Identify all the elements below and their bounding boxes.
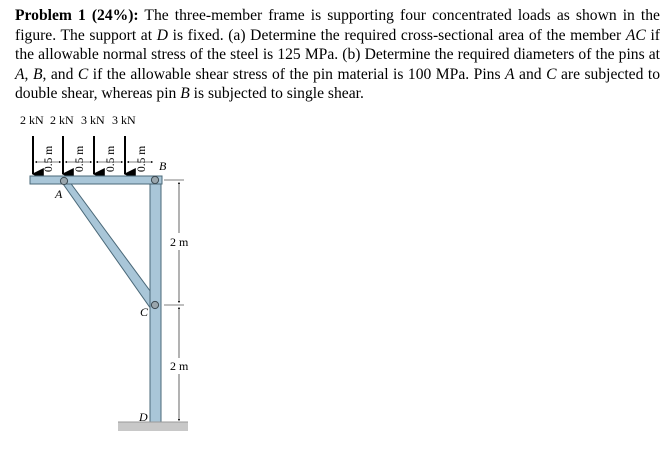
spacing-label-3: 0.5 m xyxy=(105,145,117,172)
point-label-d: D xyxy=(139,410,148,424)
variable-symbol: A xyxy=(505,65,515,83)
load-label-1: 2 kN xyxy=(20,113,44,127)
spacing-label-1: 0.5 m xyxy=(43,145,55,172)
point-label-a: A xyxy=(55,187,63,201)
text-segment: is fixed. (a) Determine the required cross-sectional area of the member xyxy=(167,26,626,44)
text-segment: if the allowable shear stress of the pin material is 100 MPa. Pins xyxy=(88,65,506,83)
problem-heading: Problem 1 (24%): xyxy=(15,7,139,24)
text-segment: is subjected to single shear. xyxy=(189,85,364,102)
fixed-support-ground xyxy=(118,422,188,431)
member-ab xyxy=(30,176,162,184)
variable-symbol: B xyxy=(32,65,43,83)
pin-a xyxy=(60,177,67,184)
pin-c xyxy=(151,301,158,308)
text-segment: , xyxy=(24,65,33,83)
variable-symbol: B xyxy=(180,85,190,102)
variable-symbol: AC xyxy=(625,26,646,44)
height-label-2: 2 m xyxy=(170,359,189,373)
point-label-b: B xyxy=(159,159,167,173)
text-segment: are subjected to double shear, whereas pin xyxy=(15,65,661,102)
load-label-3: 3 kN xyxy=(81,113,105,127)
height-label-1: 2 m xyxy=(170,235,189,249)
point-label-c: C xyxy=(140,305,149,319)
variable-symbol: D xyxy=(156,26,168,44)
load-label-4: 3 kN xyxy=(112,113,136,127)
spacing-label-4: 0.5 m xyxy=(136,145,148,172)
variable-symbol: C xyxy=(77,65,89,83)
load-label-2: 2 kN xyxy=(50,113,74,127)
variable-symbol: A xyxy=(15,65,25,83)
member-bd xyxy=(150,179,161,422)
text-segment: if the allowable normal stress of the steel is 125 MPa. (b) Determine the required diameters of the pins at xyxy=(15,26,660,63)
pin-b xyxy=(151,176,158,183)
variable-symbol: C xyxy=(546,65,557,83)
spacing-label-2: 0.5 m xyxy=(74,145,86,172)
text-segment: , and xyxy=(42,65,78,83)
text-segment: and xyxy=(514,65,547,83)
text-segment: The three-member frame is supporting four concentrated loads as shown in the figure. The support at xyxy=(15,7,660,44)
member-ac xyxy=(61,181,159,309)
